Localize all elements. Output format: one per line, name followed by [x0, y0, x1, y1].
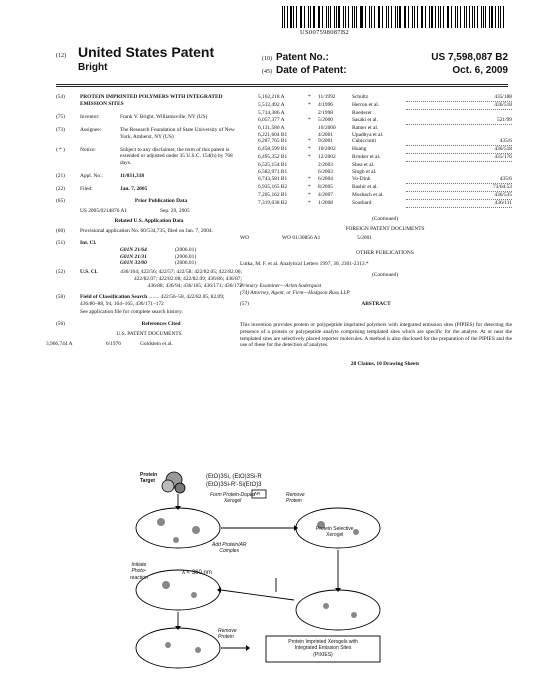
ref-name: Roederer: [352, 109, 372, 116]
int-cl-row: [120, 247, 242, 254]
int-cl-code: G01N 21/64: [120, 246, 147, 253]
reference-list: [258, 94, 512, 208]
notice-label: Notice:: [80, 146, 96, 153]
barcode-bar: [425, 6, 426, 28]
add-ar-label: Add Protein/AR Complex: [212, 542, 247, 555]
header-right: [262, 52, 508, 78]
provisional-value: Provisional application No. 60/534,735, filed on Jan. 7, 2004.: [80, 227, 213, 234]
reference-row: [258, 138, 512, 146]
code-21: (21): [56, 173, 65, 180]
reference-row: [258, 154, 512, 162]
abstract-label: ABSTRACT: [361, 300, 391, 307]
barcode-bar: [365, 6, 367, 28]
field-58: (58) Field of Classification Search ........ 422/56–58, 422/82.05, 82.09; 436/86–88, 94, 164–165, 436/171–172: [56, 294, 225, 307]
barcode-bar: [438, 6, 439, 28]
code-45: (45): [262, 68, 272, 75]
invention-title: PROTEIN IMPRINTED POLYMERS WITH INTEGRATED EMISSION SITES: [80, 94, 223, 107]
ref-class: [406, 125, 512, 132]
foreign-number: WO 01/30856 A1: [282, 235, 321, 242]
continued: (Continued): [371, 215, 399, 222]
barcode-bar: [472, 6, 473, 28]
ref-number: 6,935,165 B2: [258, 183, 288, 190]
code-57: (57): [240, 300, 249, 307]
field-60: [56, 228, 242, 235]
barcode-bar: [443, 6, 444, 28]
ref-star: [308, 132, 318, 139]
ref-date: 2/1998: [318, 109, 333, 116]
barcode-bar: [328, 6, 329, 28]
inventor-short: Bright: [78, 61, 108, 73]
code-65: (65): [56, 198, 65, 205]
assignee-value: The Research Foundation of State University of New York, Amherst, NY (US): [120, 126, 235, 140]
ref-class: 435/6: [406, 176, 512, 184]
code-22: (22): [56, 186, 65, 193]
ref-star: *: [308, 199, 311, 206]
ref-class: 73/64.53: [406, 184, 512, 192]
barcode-bar: [404, 6, 405, 28]
ref-class: 436/111: [406, 200, 512, 208]
reference-row: [258, 94, 512, 102]
barcode-bar: [431, 6, 433, 28]
barcode-bar: [474, 6, 475, 28]
us-docs-label: U.S. PATENT DOCUMENTS: [116, 330, 182, 337]
initiate-label: Initiate Photo- reaction: [130, 562, 148, 581]
barcode-bar: [369, 6, 370, 28]
ref-name: Ratner et al.: [352, 124, 379, 131]
abstract-header: [240, 301, 512, 308]
int-cl-row: [120, 260, 242, 267]
continued-2: (Continued): [371, 272, 399, 279]
reference-row: [258, 146, 512, 154]
barcode-bar: [417, 6, 418, 28]
barcode-bar: [352, 6, 353, 28]
ref-date: 9/2001: [318, 138, 333, 145]
barcode-bar: [319, 6, 320, 28]
ref-number: 5,162,218 A: [258, 94, 285, 100]
inventor-value: Frank V. Bright, Williamsville, NY (US): [120, 113, 208, 120]
reference-row: [258, 117, 512, 125]
us-cl-label: U.S. Cl.: [80, 269, 98, 276]
field-51: [56, 240, 242, 247]
patent-date: Oct. 6, 2009: [452, 64, 508, 76]
field-search-label: Field of Classification Search: [80, 294, 148, 301]
int-cl-code: G01N 21/31: [120, 253, 147, 260]
code-notice: ( * ): [56, 146, 65, 153]
ref-name: Herron et al.: [352, 101, 380, 108]
barcode-bar: [334, 6, 335, 28]
barcode-bar: [477, 6, 478, 28]
reference-row: [258, 184, 512, 192]
ar-label: AR: [254, 490, 261, 496]
ref-star: [308, 169, 318, 176]
foreign-country: WO: [240, 235, 249, 242]
barcode-bar: [451, 6, 452, 28]
code-60: (60): [56, 227, 65, 234]
barcode-bar: [399, 6, 401, 28]
ref-date: 5/2000: [318, 116, 333, 123]
ref-date: 11/1992: [318, 94, 336, 100]
form-xerogel-label: Form Protein-Doped Xerogel: [210, 492, 256, 505]
int-cl-version: (2006.01): [175, 246, 197, 253]
field-22: [56, 186, 242, 193]
ref-name: Mosbach et al.: [352, 191, 384, 198]
field-75: [56, 114, 242, 121]
notice-value: Subject to any disclaimer, the term of this patent is extended or adjusted under 35 U.S.C. 154(b) by 768 days.: [120, 146, 233, 167]
reference-row: [258, 102, 512, 110]
int-cl-code: G01N 33/00: [120, 260, 147, 267]
barcode-bar: [489, 6, 490, 28]
ref-star: *: [308, 138, 311, 145]
filed-value: Jan. 7, 2005: [120, 186, 148, 193]
barcode-bar: [440, 6, 441, 28]
formula-2: (EtO)3Si-R'-Si(EtO)3: [206, 482, 262, 488]
ref-star: *: [308, 154, 311, 161]
barcode-bar: [429, 6, 430, 28]
ref-star: *: [308, 146, 311, 153]
barcode-bar: [495, 6, 496, 28]
ref-class: 521/99: [406, 117, 512, 125]
claims-sheets: 28 Claims, 10 Drawing Sheets: [350, 361, 420, 368]
barcode-bar: [391, 6, 392, 28]
barcode-bar: [460, 6, 461, 28]
ref-date: 6/2003: [318, 169, 333, 176]
ref-star: *: [308, 116, 311, 123]
appl-no-label: Appl. No.:: [80, 173, 103, 180]
barcode-bar: [379, 6, 380, 28]
barcode-bar: [296, 6, 297, 28]
int-cl-version: (2006.01): [175, 253, 197, 260]
ref-number: 7,205,162 B1: [258, 191, 288, 198]
protein-target-label: Protein Target: [140, 472, 158, 485]
reference-row: [258, 200, 512, 208]
foreign-date: 5/2001: [357, 235, 372, 242]
header-rule: [56, 84, 508, 85]
ref-name: Brinker et al.: [352, 154, 381, 161]
header-rule-2: [56, 86, 508, 87]
reference-row: [258, 125, 512, 132]
prior-pub-label: Prior Publication Data: [134, 198, 188, 205]
code-12: (12): [56, 53, 66, 59]
barcode-bar: [481, 6, 482, 28]
barcode-bar: [322, 6, 323, 28]
patent-no-row: [262, 52, 508, 65]
barcode-bar: [448, 6, 449, 28]
assignee-label: Assignee:: [80, 126, 102, 133]
ref-star: *: [308, 175, 311, 182]
ref-star: *: [308, 94, 311, 100]
ref-number: 6,743,581 B1: [258, 175, 288, 182]
barcode-bar: [287, 6, 288, 28]
ref-date: 2/2003: [318, 162, 333, 169]
ref-name: Schultz: [352, 94, 369, 100]
ref-date: 1/2008: [318, 199, 333, 206]
barcode-bar: [345, 6, 346, 28]
code-75: (75): [56, 113, 65, 120]
code-58: (58): [56, 294, 65, 301]
other-pub: Lutka, M. F. et al. Analytical Letters 1997, 30, 2301-2313.*: [240, 261, 369, 268]
barcode-bar: [421, 6, 422, 28]
barcode-bar: [395, 6, 396, 28]
primary-examiner: Primary Examiner—Arlen Soderquist: [240, 283, 322, 290]
reference-row: [258, 110, 512, 117]
ref-date: 4/2001: [318, 131, 333, 138]
ref-name: Sasaki et al.: [352, 116, 378, 123]
related-label: Related U.S. Application Data: [114, 217, 184, 224]
barcode-bar: [500, 6, 501, 28]
patent-title: United States Patent: [78, 44, 215, 60]
barcode-bar: [360, 6, 361, 28]
patent-no-label: Patent No.:: [276, 52, 329, 63]
barcode-bar: [378, 6, 379, 28]
other-pubs-label: OTHER PUBLICATIONS: [356, 250, 414, 257]
protein-blob: [162, 472, 185, 493]
code-73: (73): [56, 126, 65, 133]
appl-no-value: 11/031,318: [120, 173, 145, 180]
barcode-bar: [354, 6, 355, 28]
field-52: [56, 269, 242, 290]
barcode-bar: [310, 6, 311, 28]
ref-date: 10/2000: [318, 124, 336, 131]
ref-star: *: [308, 101, 311, 108]
ref-class: 436/518: [406, 102, 512, 110]
ref-date: 6/1976: [106, 340, 121, 347]
ref-number: 6,458,599 B1: [258, 146, 288, 153]
barcode-bar: [483, 6, 484, 28]
ref-number: 7,319,038 B2: [258, 199, 288, 206]
ref-class: 435/6: [406, 138, 512, 146]
barcode-bar: [300, 6, 301, 28]
barcode-bar: [412, 6, 413, 28]
date-row: [262, 65, 508, 78]
barcode-bar: [498, 6, 499, 28]
attorney: (74) Attorney, Agent, or Firm—Hodgson Russ LLP: [240, 289, 350, 296]
barcode-bar: [491, 6, 493, 28]
code-54: (54): [56, 94, 65, 100]
ref-class: [406, 132, 512, 139]
reference-row: [258, 192, 512, 200]
field-65: [56, 198, 242, 205]
barcode-bar: [457, 6, 459, 28]
barcode-bar: [397, 6, 398, 28]
ref-date: 4/1996: [318, 101, 333, 108]
ref-star: [308, 162, 318, 169]
barcode-bar: [414, 6, 415, 28]
barcode-bar: [284, 6, 285, 28]
barcode-bar: [348, 6, 349, 28]
barcode-bar: [408, 6, 409, 28]
ref-number: 5,714,386 A: [258, 109, 285, 116]
ref-name: Huang: [352, 146, 367, 153]
barcode: [282, 6, 507, 28]
barcode-bar: [293, 6, 295, 28]
ref-number: 6,582,971 B1: [258, 169, 288, 176]
ref-number: 6,525,154 B1: [258, 162, 288, 169]
field-73: [56, 127, 242, 141]
ref-star: *: [308, 183, 311, 190]
filed-label: Filed:: [80, 186, 93, 193]
ref-number: 6,495,352 B1: [258, 154, 288, 161]
us-cl-value: 436/164; 422/56; 422/57; 422/58; 422/82.05; 422/82.06; 422/82.07; 422/82.08; 422/82.09; 436/86; 436/87; 436/88; 436/94; 436/165; 436/171; 436/172: [120, 269, 242, 290]
barcode-bar: [371, 6, 372, 28]
reference-row: [258, 162, 512, 169]
ref-class: 436/518: [406, 146, 512, 154]
ref-class: 435/176: [406, 154, 512, 162]
first-reference: [46, 341, 242, 348]
barcode-bar: [435, 6, 436, 28]
ref-date: 12/2002: [318, 154, 336, 161]
ref-name: Cubicciotti: [352, 138, 376, 145]
barcode-bar: [374, 6, 375, 28]
right-column: [240, 94, 512, 371]
remove-protein-2-label: Remove Protein: [218, 628, 237, 641]
ref-number: 5,512,492 A: [258, 101, 285, 108]
representative-drawing: [106, 470, 446, 675]
field-notice: [56, 147, 242, 168]
ref-star: *: [308, 191, 311, 198]
pixies-label: Protein Imprinted Xerogels with Integrated Emission Sites (PIXIES): [288, 639, 358, 658]
barcode-bar: [361, 6, 362, 28]
ref-name: Shea et al.: [352, 162, 375, 169]
barcode-bar: [326, 6, 327, 28]
barcode-bar: [308, 6, 309, 28]
barcode-bar: [318, 6, 319, 28]
lambda-label: λ < 360 nm: [182, 570, 212, 576]
code-10: (10): [262, 56, 272, 62]
barcode-bar: [469, 6, 470, 28]
barcode-bar: [464, 6, 465, 28]
barcode-number: US007598087B2: [300, 29, 350, 36]
formula-1: (EtO)3Si, (EtO)3Si-R: [206, 474, 262, 480]
ref-name: Goldstein et al.: [140, 340, 173, 347]
code-52: (52): [56, 269, 65, 276]
abstract-text: This invention provides protein or polypeptide imprinted polymers with integrated emission sites (PIPIES) for detecting the presence of a protein or polypeptide analyte comprising templated sites which are specific for the analyte. At or near the templated sites are selectively placed reporter molecules. A method is also disclosed for the preparation of the PIPIES and the use of these for the detection of analytes.: [240, 321, 512, 349]
field-56: [56, 321, 242, 328]
ref-number: 6,057,377 A: [258, 116, 285, 123]
ref-class: [406, 169, 512, 176]
barcode-bar: [313, 6, 315, 28]
barcode-bar: [301, 6, 302, 28]
protein-selective-label: Protein Selective Xerogel: [316, 526, 354, 539]
reference-row: [258, 169, 512, 176]
prior-pub-row: [80, 208, 242, 215]
barcode-bar: [356, 6, 357, 28]
barcode-bar: [405, 6, 406, 28]
barcode-bar: [386, 6, 387, 28]
ref-name: Singh et al.: [352, 169, 377, 176]
field-54: [56, 94, 242, 108]
ref-date: 8/2005: [318, 183, 333, 190]
ref-number: 3,966,744 A: [46, 340, 73, 347]
ref-date: 10/2002: [318, 146, 336, 153]
barcode-bar: [338, 6, 340, 28]
barcode-bar: [382, 6, 383, 28]
int-cl-version: (2006.01): [175, 260, 197, 267]
ref-class: 435/188: [406, 94, 512, 102]
ref-star: [308, 125, 318, 132]
barcode-bar: [330, 6, 331, 28]
int-cl-list: [56, 247, 242, 268]
code-56: (56): [56, 320, 65, 327]
date-label: Date of Patent:: [276, 64, 347, 76]
ref-star: [308, 110, 318, 117]
ref-name: Vo-Dinh: [352, 175, 371, 182]
references-label: References Cited: [141, 320, 181, 327]
barcode-bar: [304, 6, 305, 28]
ref-class: [406, 162, 512, 169]
ref-class: 436/535: [406, 192, 512, 200]
barcode-bar: [388, 6, 389, 28]
ref-class: [406, 110, 512, 117]
ref-number: 6,221,604 B1: [258, 131, 288, 138]
patent-no: US 7,598,087 B2: [431, 52, 508, 63]
remove-protein-label: Remove Protein: [286, 492, 305, 505]
ref-name: Upadhya et al.: [352, 131, 384, 138]
foreign-label: FOREIGN PATENT DOCUMENTS: [345, 225, 425, 232]
barcode-bar: [290, 6, 291, 28]
prior-pub-date: Sep. 29, 2005: [160, 207, 190, 214]
ref-date: 4/2007: [318, 191, 333, 198]
barcode-bar: [455, 6, 456, 28]
barcode-bar: [422, 6, 423, 28]
barcode-bar: [336, 6, 337, 28]
reference-row: [258, 132, 512, 139]
ref-name: Bashir et al.: [352, 183, 378, 190]
foreign-ref: [240, 235, 512, 242]
inventor-label: Inventor:: [80, 113, 100, 120]
barcode-bar: [447, 6, 448, 28]
ref-name: Southard: [352, 199, 372, 206]
header-left: [56, 44, 214, 75]
left-column: [46, 94, 242, 347]
ref-number: 6,287,765 B1: [258, 138, 288, 145]
barcode-bar: [503, 6, 504, 28]
reference-row: [258, 176, 512, 184]
ref-date: 6/2004: [318, 175, 333, 182]
field-search-value: 422/56–58, 422/82.05, 82.09; 436/86–88, 94, 164–165, 436/171–172: [80, 294, 225, 307]
see-application: See application file for complete search history.: [80, 308, 183, 315]
code-51: (51): [56, 239, 65, 246]
ref-number: 6,131,580 A: [258, 124, 285, 131]
barcode-bar: [466, 6, 467, 28]
barcode-bar: [485, 6, 486, 28]
field-21: [56, 173, 242, 180]
barcode-bar: [343, 6, 344, 28]
prior-pub-number: US 2005/0214876 A1: [80, 207, 128, 214]
barcode-bar: [282, 6, 283, 28]
int-cl-label: Int. Cl.: [80, 239, 97, 246]
